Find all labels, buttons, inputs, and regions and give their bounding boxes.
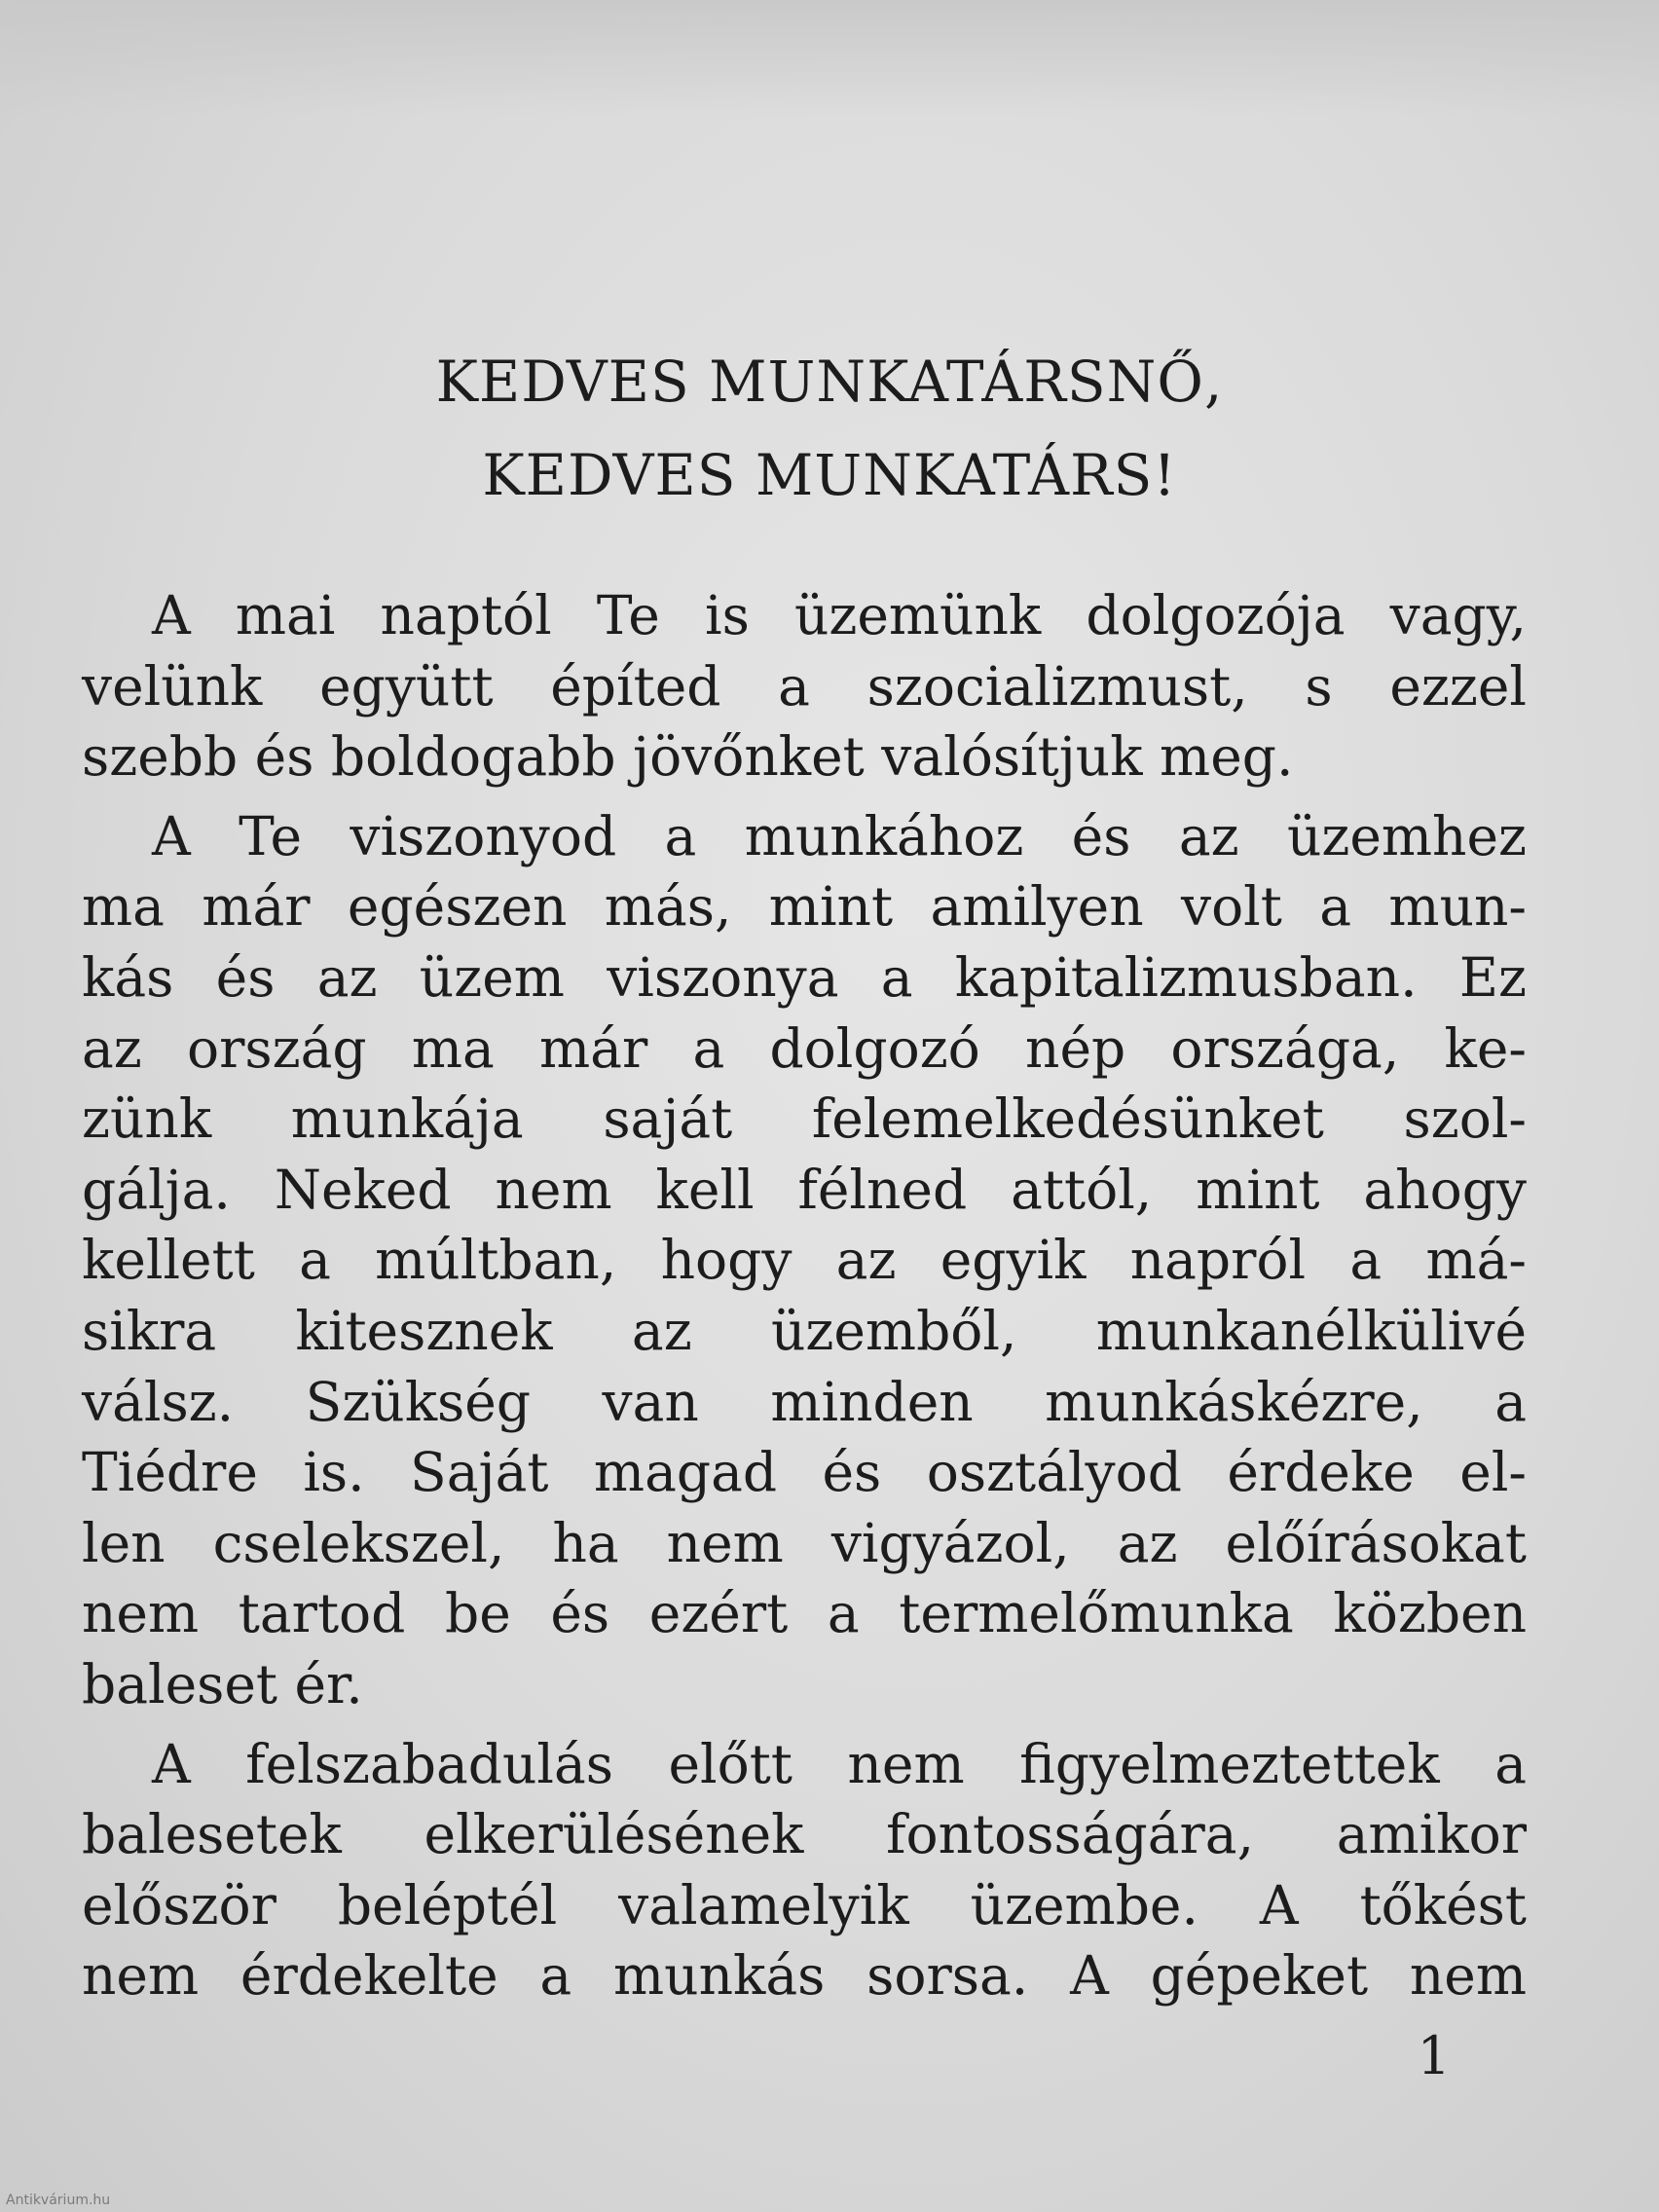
watermark: Antikvárium.hu	[6, 2193, 111, 2208]
text-line: kás és az üzem viszonya a kapitalizmusban. Ez	[82, 945, 1527, 1009]
text-line: kellett a múltban, hogy az egyik napról a má-	[82, 1229, 1527, 1292]
text-line: sikra kitesznek az üzemből, munkanélkülivé	[82, 1299, 1527, 1362]
text-line: len cselekszel, ha nem vigyázol, az előírásokat	[82, 1511, 1527, 1574]
body-text	[82, 580, 1527, 2020]
text-line: velünk együtt építed a szocializmust, s ezzel	[82, 654, 1527, 718]
text-line: válsz. Szükség van minden munkáskézre, a	[82, 1370, 1527, 1433]
text-line: A Te viszonyod a munkához és az üzemhez	[152, 804, 1527, 867]
paragraph-2	[82, 801, 1527, 1720]
text-line: először beléptél valamelyik üzembe. A tőkést	[82, 1873, 1527, 1936]
paragraph-3	[82, 1729, 1527, 2011]
text-line: A mai naptól Te is üzemünk dolgozója vagy,	[152, 584, 1527, 646]
paragraph-1	[82, 580, 1527, 793]
text-line: baleset ér.	[82, 1652, 363, 1715]
text-line: Tiédre is. Saját magad és osztályod érdeke el-	[82, 1441, 1527, 1504]
heading-line-2: KEDVES MUNKATÁRS!	[482, 442, 1177, 508]
text-line: szebb és boldogabb jövőnket valósítjuk meg.	[82, 725, 1294, 789]
text-line: zünk munkája saját felemelkedésünket szol-	[82, 1088, 1527, 1151]
text-line: nem érdekelte a munkás sorsa. A gépeket nem	[82, 1944, 1527, 2008]
text-line: az ország ma már a dolgozó nép országa, ke-	[82, 1016, 1527, 1080]
text-line: ma már egészen más, mint amilyen volt a mun-	[82, 875, 1527, 939]
text-line: balesetek elkerülésének fontosságára, amikor	[82, 1803, 1527, 1866]
heading-line-1: KEDVES MUNKATÁRSNŐ,	[435, 349, 1224, 415]
page-heading	[0, 335, 1659, 522]
text-line: gálja. Neked nem kell félned attól, mint ahogy	[82, 1158, 1527, 1221]
text-line: A felszabadulás előtt nem figyelmeztettek a	[152, 1732, 1527, 1795]
text-line: nem tartod be és ezért a termelőmunka közben	[82, 1582, 1527, 1645]
page-number: 1	[1417, 2025, 1451, 2086]
